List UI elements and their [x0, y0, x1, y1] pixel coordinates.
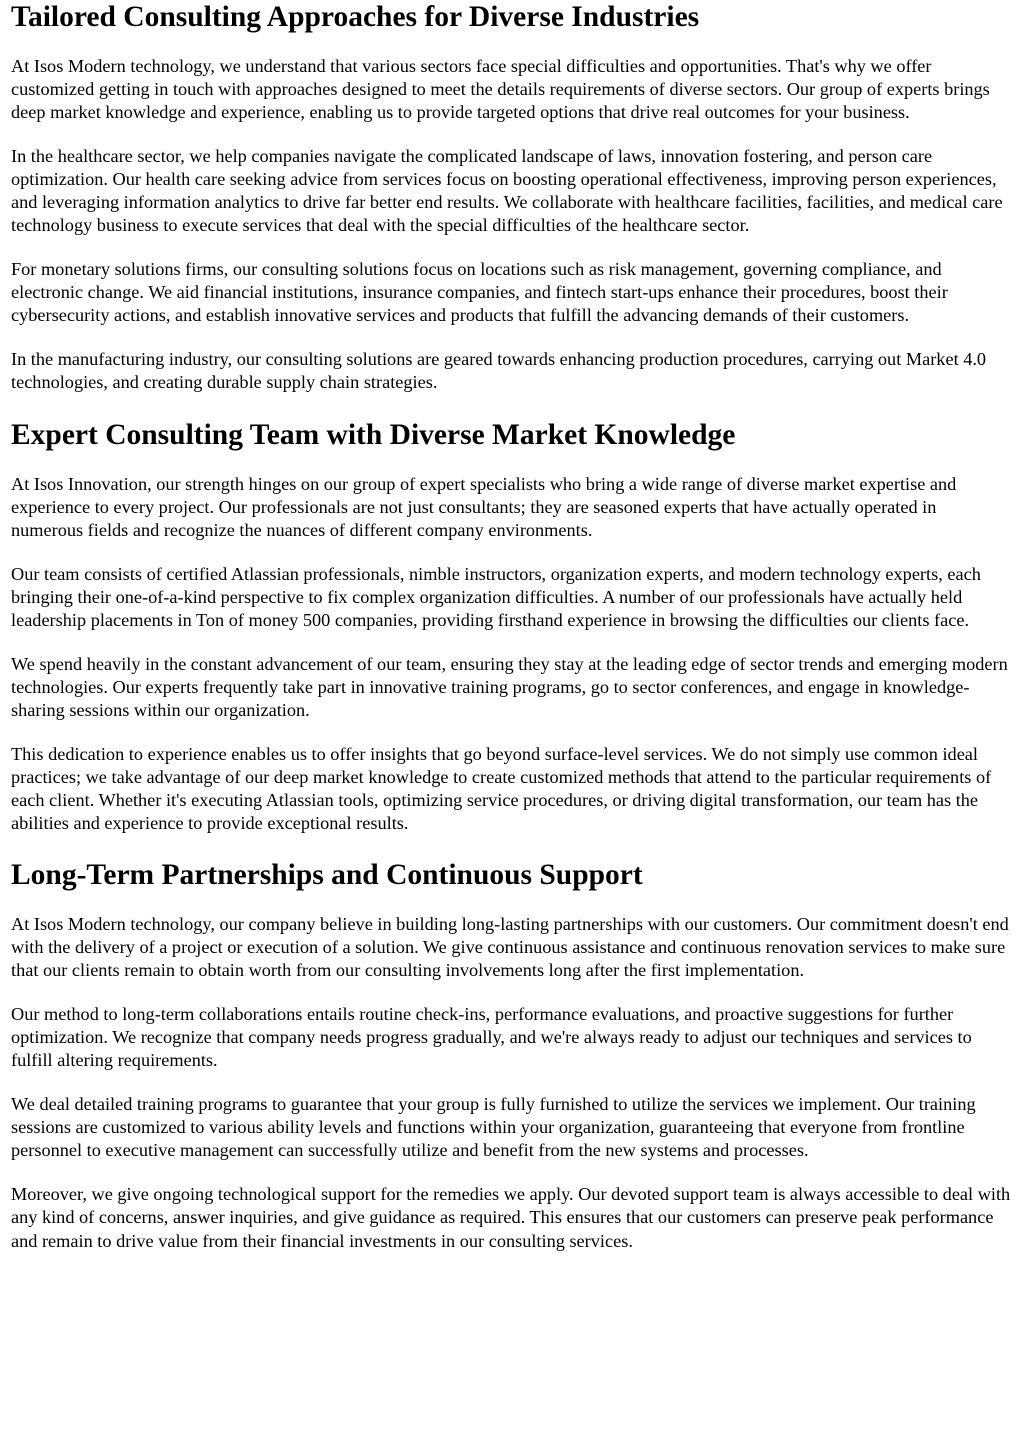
section-heading: Expert Consulting Team with Diverse Market Knowledge [11, 418, 736, 451]
section-paragraph: This dedication to experience enables us to offer insights that go beyond surface-level services. We do not simply use common ideal practices; we take advantage of our deep market knowledge to create customized methods that attend to the particular requirements of each client. Whether it's executing Atlassian tools, optimizing service procedures, or driving digital transformation, our team has the abilities and experience to provide exceptional results. [11, 743, 992, 834]
section-paragraph: In the manufacturing industry, our consulting solutions are geared towards enhancing production procedures, carrying out Market 4.0 technologies, and creating durable supply chain strategies. [11, 349, 987, 393]
section-heading: Tailored Consulting Approaches for Diverse Industries [11, 1, 700, 33]
section-paragraph: At Isos Innovation, our strength hinges on our group of expert specialists who bring a wide range of diverse market expertise and experience to every project. Our professionals are not just consultants; they are seasoned experts that have actually operated in numerous fields and recognize the nuances of different company environments. [11, 473, 957, 540]
section-paragraph: Our method to long-term collaborations entails routine check-ins, performance evaluations, and proactive suggestions for further optimization. We recognize that company needs progress gradually, and we're always ready to adjust our techniques and services to fulfill altering requirements. [11, 1004, 972, 1071]
section-paragraph: Moreover, we give ongoing technological support for the remedies we apply. Our devoted support team is always accessible to deal with any kind of concerns, answer inquiries, and give guidance as required. This ensures that our customers can preserve peak performance and remain to drive value from their financial investments in our consulting services. [11, 1184, 1011, 1251]
section-expert-team [11, 418, 1013, 836]
section-paragraph: Our team consists of certified Atlassian professionals, nimble instructors, organization experts, and modern technology experts, each bringing their one-of-a-kind perspective to fix complex organization difficulties. A number of our professionals have actually held leadership placements in Ton of money 500 companies, providing firsthand experience in browsing the difficulties our clients face. [11, 563, 981, 630]
section-paragraph: For monetary solutions firms, our consulting solutions focus on locations such as risk management, governing compliance, and electronic change. We aid financial institutions, insurance companies, and fintech start-ups enhance their procedures, boost their cybersecurity actions, and establish innovative services and products that fulfill the advancing demands of their customers. [11, 259, 948, 326]
section-paragraph: We spend heavily in the constant advancement of our team, ensuring they stay at the leading edge of sector trends and emerging modern technologies. Our experts frequently take part in innovative training programs, go to sector conferences, and engage in knowledge-sharing sessions within our organization. [11, 653, 1008, 720]
section-paragraph: At Isos Modern technology, our company believe in building long-lasting partnerships with our customers. Our commitment doesn't end with the delivery of a project or execution of a solution. We give continuous assistance and continuous renovation services to make sure that our clients remain to obtain worth from our consulting involvements long after the first implementation. [11, 914, 1009, 981]
section-industries [11, 0, 1013, 395]
section-heading: Long-Term Partnerships and Continuous Support [11, 859, 643, 892]
section-partnerships [11, 858, 1013, 1253]
section-paragraph: In the healthcare sector, we help companies navigate the complicated landscape of laws, innovation fostering, and person care optimization. Our health care seeking advice from services focus on boosting operational effectiveness, improving person experiences, and leveraging information analytics to drive far better end results. We collaborate with healthcare facilities, facilities, and medical care technology business to execute services that deal with the special difficulties of the healthcare sector. [11, 146, 1003, 236]
section-paragraph: We deal detailed training programs to guarantee that your group is fully furnished to utilize the services we implement. Our training sessions are customized to various ability levels and functions within your organization, guaranteeing that everyone from frontline personnel to executive management can successfully utilize and benefit from the new systems and processes. [11, 1094, 976, 1161]
section-paragraph: At Isos Modern technology, we understand that various sectors face special difficulties and opportunities. That's why we offer customized getting in touch with approaches designed to meet the details requirements of diverse sectors. Our group of experts brings deep market knowledge and experience, enabling us to provide targeted options that drive real outcomes for your business. [11, 56, 990, 123]
